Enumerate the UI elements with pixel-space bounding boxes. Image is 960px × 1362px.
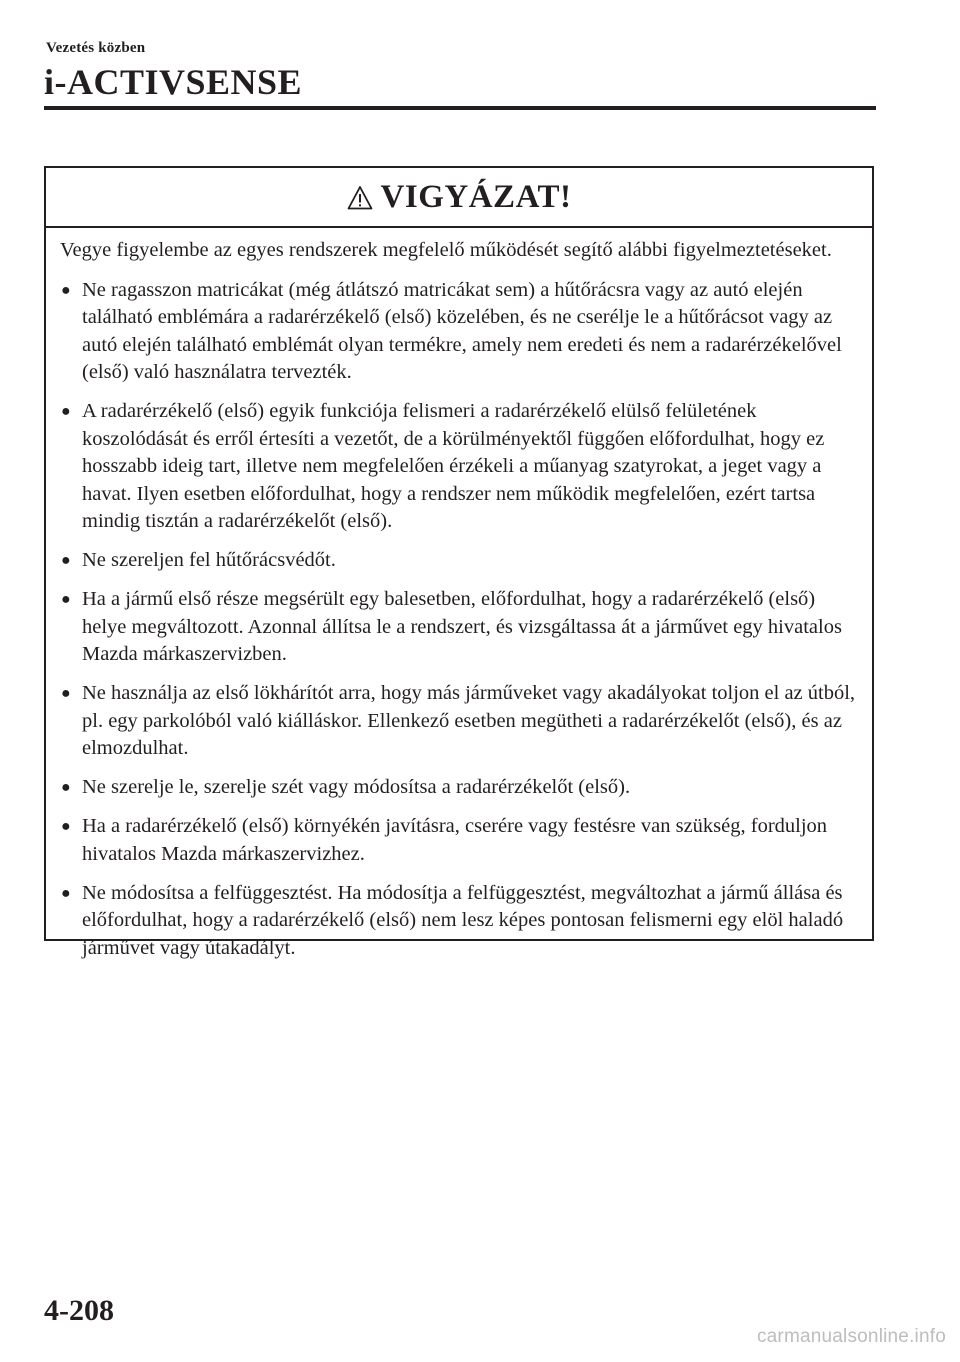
caution-item-text: Ne ragasszon matricákat (még átlátszó matricákat sem) a hűtőrácsra vagy az autó elején található emblémára a radarérzékelő (első) közelében, és ne cserélje le a hűtőrácsot vagy az autó elején található emblémát olyan termékre, amely nem eredeti és nem a radarérzékelővel (első) való használatra tervezték. (82, 278, 842, 383)
warning-triangle-icon (347, 185, 373, 211)
caution-list-item (60, 586, 858, 669)
caution-item-text: Ne használja az első lökhárítót arra, hogy más járműveket vagy akadályokat toljon el az útból, pl. egy parkolóból való kiálláskor. Ellenkező esetben megütheti a radarérzékelőt (első), és az elmozdulhat. (82, 682, 856, 759)
caution-list-item (60, 277, 858, 387)
caution-header (46, 168, 872, 228)
caution-box (44, 166, 874, 959)
caution-list-item (60, 398, 858, 536)
caution-list-item (60, 547, 858, 575)
caution-item-text: Ne szerelje le, szerelje szét vagy módosítsa a radarérzékelőt (első). (82, 776, 631, 798)
caution-body (46, 228, 872, 962)
bullet-icon: ● (61, 403, 71, 420)
caution-item-text: Ne módosítsa a felfüggesztést. Ha módosítja a felfüggesztést, megváltozhat a jármű állása és előfordulhat, hogy a radarérzékelő (első) nem lesz képes pontosan felismerni egy elöl haladó járművet vagy útakadályt. (82, 881, 844, 959)
caution-list (60, 277, 858, 963)
bullet-icon: ● (61, 884, 71, 902)
caution-item-text: Ha a radarérzékelő (első) környékén javításra, cserére vagy festésre van szükség, forduljon hivatalos Mazda márkaszervizhez. (82, 815, 828, 865)
watermark[interactable]: carmanualsonline.info (756, 1326, 946, 1347)
caution-list-item (60, 774, 858, 802)
bullet-icon: ● (61, 552, 71, 569)
caution-item-text: Ha a jármű első része megsérült egy balesetben, előfordulhat, hogy a radarérzékelő (első) helye megváltozott. Azonnal állítsa le a rendszert, és vizsgáltassa át a járművet egy hivatalos Mazda márkaszervizben. (82, 588, 842, 665)
bullet-icon: ● (61, 818, 71, 835)
bullet-icon: ● (61, 685, 71, 702)
bullet-icon: ● (61, 591, 71, 608)
caution-list-item (60, 680, 858, 763)
section-label: Vezetés közben (46, 40, 146, 56)
page-number: 4-208 (44, 1294, 114, 1327)
title-divider (44, 106, 876, 110)
page-title: i-ACTIVSENSE (44, 62, 303, 102)
caution-list-item (60, 813, 858, 868)
caution-item-text: Ne szereljen fel hűtőrácsvédőt. (82, 549, 336, 571)
bullet-icon: ● (61, 281, 71, 299)
caution-intro: Vegye figyelembe az egyes rendszerek megfelelő működését segítő alábbi figyelmeztetéseket. (60, 239, 832, 261)
bullet-icon: ● (61, 779, 71, 796)
caution-list-item (60, 880, 858, 963)
caution-item-text: A radarérzékelő (első) egyik funkciója felismeri a radarérzékelő elülső felületének koszolódását és erről értesíti a vezetőt, de a körülményektől függően előfordulhat, hogy ez hosszabb ideig tart, illetve nem megfelelően érzékeli a műanyag szatyrokat, a jeget vagy a havat. Ilyen esetben előfordulhat, hogy a rendszer nem működik megfelelően, ezért tartsa mindig tisztán a radarérzékelőt (első). (82, 400, 825, 532)
caution-title: VIGYÁZAT! (380, 178, 572, 215)
